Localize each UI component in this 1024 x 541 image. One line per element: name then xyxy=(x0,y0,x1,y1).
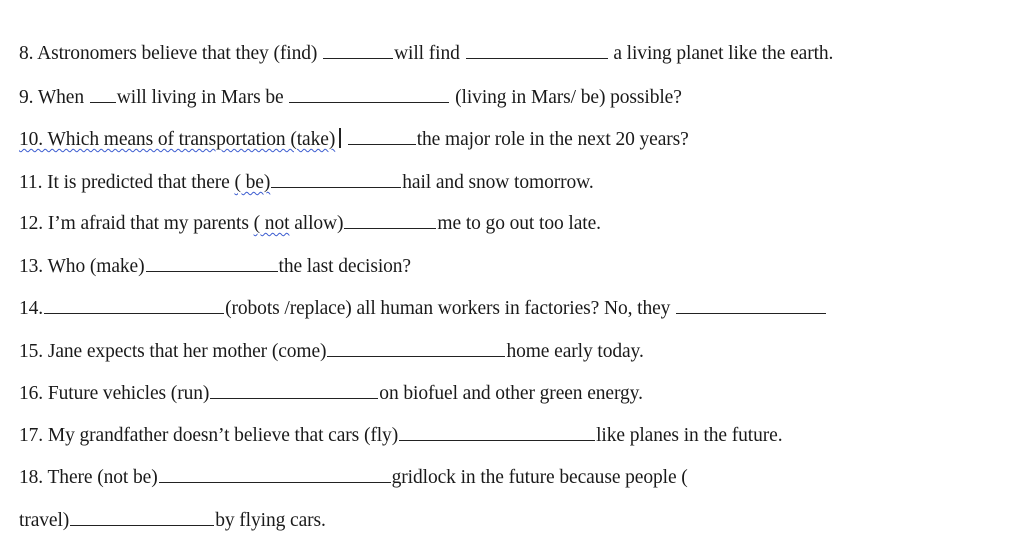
question-13-rest: the last decision? xyxy=(278,256,411,277)
question-10-text: 10. Which means of transportation (take) xyxy=(19,129,336,150)
question-18 xyxy=(19,466,688,489)
answer-blank[interactable] xyxy=(159,466,391,483)
answer-blank[interactable] xyxy=(90,86,116,103)
question-14 xyxy=(19,297,827,320)
question-18-rest: gridlock in the future because people ( xyxy=(391,467,688,488)
answer-blank[interactable] xyxy=(344,212,436,229)
question-12-text: 12. I’m afraid that my parents xyxy=(19,213,254,234)
text-cursor xyxy=(339,128,341,148)
answer-blank[interactable] xyxy=(271,171,401,188)
question-9-rest: (living in Mars/ be) possible? xyxy=(450,87,682,108)
question-16-rest: on biofuel and other green energy. xyxy=(379,383,643,404)
question-8-rest: a living planet like the earth. xyxy=(608,43,834,64)
answer-blank[interactable] xyxy=(348,128,416,145)
question-16-text: 16. Future vehicles (run) xyxy=(19,383,210,404)
question-9-text: 9. When xyxy=(19,87,89,108)
question-12 xyxy=(19,212,601,235)
question-9-answer: will living in Mars be xyxy=(116,87,289,108)
answer-blank[interactable] xyxy=(70,509,214,526)
question-10 xyxy=(19,128,689,151)
question-17-rest: like planes in the future. xyxy=(596,425,783,446)
question-15-text: 15. Jane expects that her mother (come) xyxy=(19,341,327,362)
question-18-continued xyxy=(19,509,326,532)
question-12-verb: ( not xyxy=(253,213,290,234)
question-8-text: 8. Astronomers believe that they (find) xyxy=(19,43,323,64)
question-17-text: 17. My grandfather doesn’t believe that cars (fly) xyxy=(19,425,399,446)
question-11 xyxy=(19,171,594,194)
question-11-verb: ( be) xyxy=(234,172,271,193)
question-13-text: 13. Who (make) xyxy=(19,256,145,277)
question-17 xyxy=(19,424,782,447)
question-9 xyxy=(19,86,682,109)
question-18-end: by flying cars. xyxy=(215,510,326,531)
question-11-rest: hail and snow tomorrow. xyxy=(402,172,594,193)
answer-blank[interactable] xyxy=(146,255,278,272)
question-14-text: (robots /replace) all human workers in factories? No, they xyxy=(225,298,676,319)
answer-blank[interactable] xyxy=(466,42,608,59)
question-8-answer: will find xyxy=(394,43,465,64)
question-14-number: 14. xyxy=(19,298,44,319)
answer-blank[interactable] xyxy=(327,340,505,357)
question-12-rest: me to go out too late. xyxy=(437,213,601,234)
question-13 xyxy=(19,255,411,278)
question-15-rest: home early today. xyxy=(506,341,644,362)
question-18-text: 18. There (not be) xyxy=(19,467,158,488)
answer-blank[interactable] xyxy=(44,297,224,314)
question-11-text: 11. It is predicted that there xyxy=(19,172,235,193)
question-10-rest: the major role in the next 20 years? xyxy=(416,129,689,150)
answer-blank[interactable] xyxy=(289,86,449,103)
answer-blank[interactable] xyxy=(399,424,595,441)
answer-blank[interactable] xyxy=(210,382,378,399)
question-16 xyxy=(19,382,643,405)
question-15 xyxy=(19,340,644,363)
question-18-verb: travel) xyxy=(19,510,70,531)
answer-blank[interactable] xyxy=(676,297,826,314)
question-12-verb-end: allow) xyxy=(289,213,344,234)
question-8 xyxy=(19,42,833,65)
answer-blank[interactable] xyxy=(323,42,393,59)
